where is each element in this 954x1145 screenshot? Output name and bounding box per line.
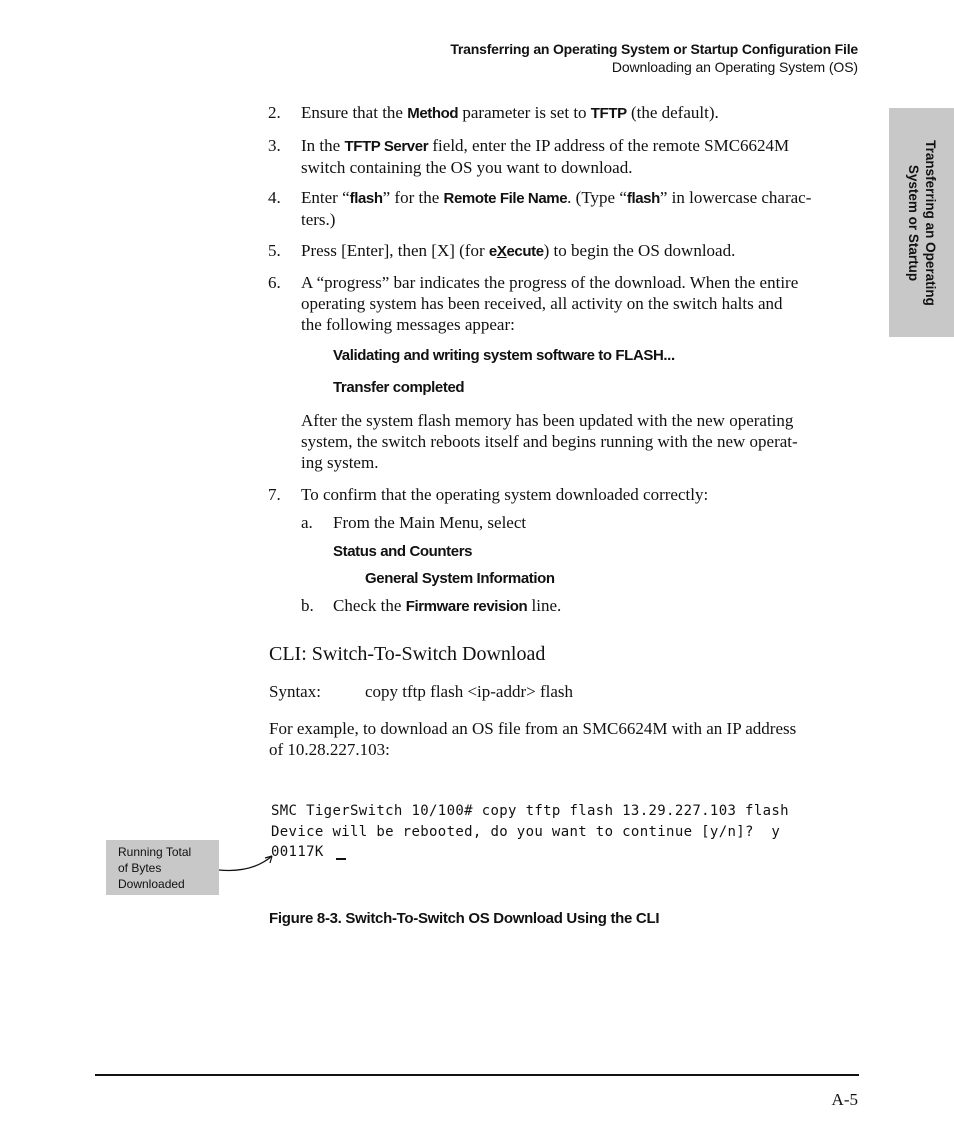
step-text: To confirm that the operating system downloaded correctly: bbox=[301, 485, 709, 504]
bold-term: TFTP Server bbox=[344, 138, 429, 155]
bold-term: Method bbox=[407, 105, 459, 122]
bold-term: flash bbox=[626, 190, 660, 207]
figure-caption: Figure 8-3. Switch-To-Switch OS Download Using the CLI bbox=[269, 910, 660, 927]
step-number: 4. bbox=[268, 188, 281, 207]
text-run: field, enter the IP address of the remote SMC6624M bbox=[428, 136, 790, 155]
text-run: parameter is set to bbox=[458, 103, 591, 122]
text-run: (the default). bbox=[626, 103, 719, 122]
example-paragraph bbox=[269, 718, 861, 760]
step-text bbox=[301, 187, 861, 230]
bold-term: TFTP bbox=[590, 105, 627, 122]
text-run: e bbox=[488, 243, 497, 260]
step-line: ters.) bbox=[301, 210, 336, 229]
step-line bbox=[301, 187, 861, 209]
paragraph-line: system, the switch reboots itself and begins running with the new operat- bbox=[301, 432, 798, 451]
callout-line: of Bytes bbox=[118, 861, 162, 875]
step-text bbox=[301, 135, 861, 178]
terminal-line-progress: 00117K bbox=[271, 844, 324, 860]
text-run: ” in lowercase charac- bbox=[659, 188, 812, 207]
step-line: A “progress” bar indicates the progress of the download. When the entire bbox=[301, 273, 799, 292]
side-tab-line2: System or Startup bbox=[905, 164, 921, 281]
paragraph-line: of 10.28.227.103: bbox=[269, 740, 390, 759]
substep-letter: b. bbox=[301, 596, 314, 615]
paragraph-line: After the system flash memory has been updated with the new operating bbox=[301, 411, 794, 430]
running-header-title: Transferring an Operating System or Startup Configuration File bbox=[450, 41, 858, 57]
menu-status-and-counters: Status and Counters bbox=[333, 543, 473, 560]
step-line: the following messages appear: bbox=[301, 315, 515, 334]
paragraph-line: For example, to download an OS file from an SMC6624M with an IP address bbox=[269, 719, 797, 738]
callout-text bbox=[118, 844, 191, 892]
text-run: Enter “ bbox=[301, 188, 350, 207]
terminal-line-prompt: Device will be rebooted, do you want to continue [y/n]? y bbox=[271, 824, 781, 840]
after-flash-paragraph bbox=[301, 410, 866, 473]
syntax-value: copy tftp flash <ip-addr> flash bbox=[365, 682, 574, 701]
callout-arrow-line bbox=[219, 856, 272, 870]
text-run: line. bbox=[531, 596, 562, 615]
underlined-letter: X bbox=[496, 243, 507, 260]
callout-line: Running Total bbox=[118, 845, 192, 859]
text-run: Press [Enter], then [X] (for bbox=[301, 241, 489, 260]
step-number: 6. bbox=[268, 273, 281, 292]
footer-rule bbox=[95, 1074, 859, 1076]
message-validating: Validating and writing system software to FLASH... bbox=[333, 347, 675, 364]
step-text bbox=[301, 272, 861, 335]
text-run: ) to begin the OS download. bbox=[543, 241, 736, 260]
page-number: A-5 bbox=[831, 1090, 858, 1109]
side-tab-line1: Transferring an Operating bbox=[922, 139, 938, 306]
text-run: ecute bbox=[506, 243, 544, 260]
text-run: Check the bbox=[333, 596, 406, 615]
text-run: In the bbox=[301, 136, 345, 155]
step-number: 7. bbox=[268, 485, 281, 504]
text-run: ” for the bbox=[382, 188, 444, 207]
section-heading: CLI: Switch-To-Switch Download bbox=[269, 643, 546, 665]
step-line: operating system has been received, all activity on the switch halts and bbox=[301, 294, 783, 313]
substep-letter: a. bbox=[301, 513, 313, 532]
callout-box bbox=[106, 840, 219, 895]
menu-general-system-information: General System Information bbox=[365, 570, 555, 587]
execute-term bbox=[489, 243, 544, 260]
syntax-label: Syntax: bbox=[269, 682, 321, 701]
step-line: switch containing the OS you want to download. bbox=[301, 158, 633, 177]
paragraph-line: ing system. bbox=[301, 453, 379, 472]
text-run: . (Type “ bbox=[567, 188, 627, 207]
step-line bbox=[301, 135, 861, 157]
side-tab bbox=[889, 108, 954, 337]
terminal-line-command: SMC TigerSwitch 10/100# copy tftp flash 13.29.227.103 flash bbox=[271, 803, 789, 819]
step-text bbox=[301, 240, 861, 262]
bold-term: flash bbox=[349, 190, 383, 207]
step-number: 2. bbox=[268, 103, 281, 122]
text-run: Ensure that the bbox=[301, 103, 408, 122]
step-number: 5. bbox=[268, 241, 281, 260]
callout-line: Downloaded bbox=[118, 877, 185, 891]
terminal-cursor bbox=[336, 858, 346, 860]
bold-term: Firmware revision bbox=[405, 598, 528, 615]
substep-text: From the Main Menu, select bbox=[333, 513, 527, 532]
substep-text bbox=[333, 595, 561, 617]
step-text bbox=[301, 102, 861, 124]
step-number: 3. bbox=[268, 136, 281, 155]
running-header-subtitle: Downloading an Operating System (OS) bbox=[611, 59, 858, 75]
side-tab-label bbox=[905, 113, 939, 333]
message-transfer-completed: Transfer completed bbox=[333, 379, 465, 396]
bold-term: Remote File Name bbox=[443, 190, 568, 207]
